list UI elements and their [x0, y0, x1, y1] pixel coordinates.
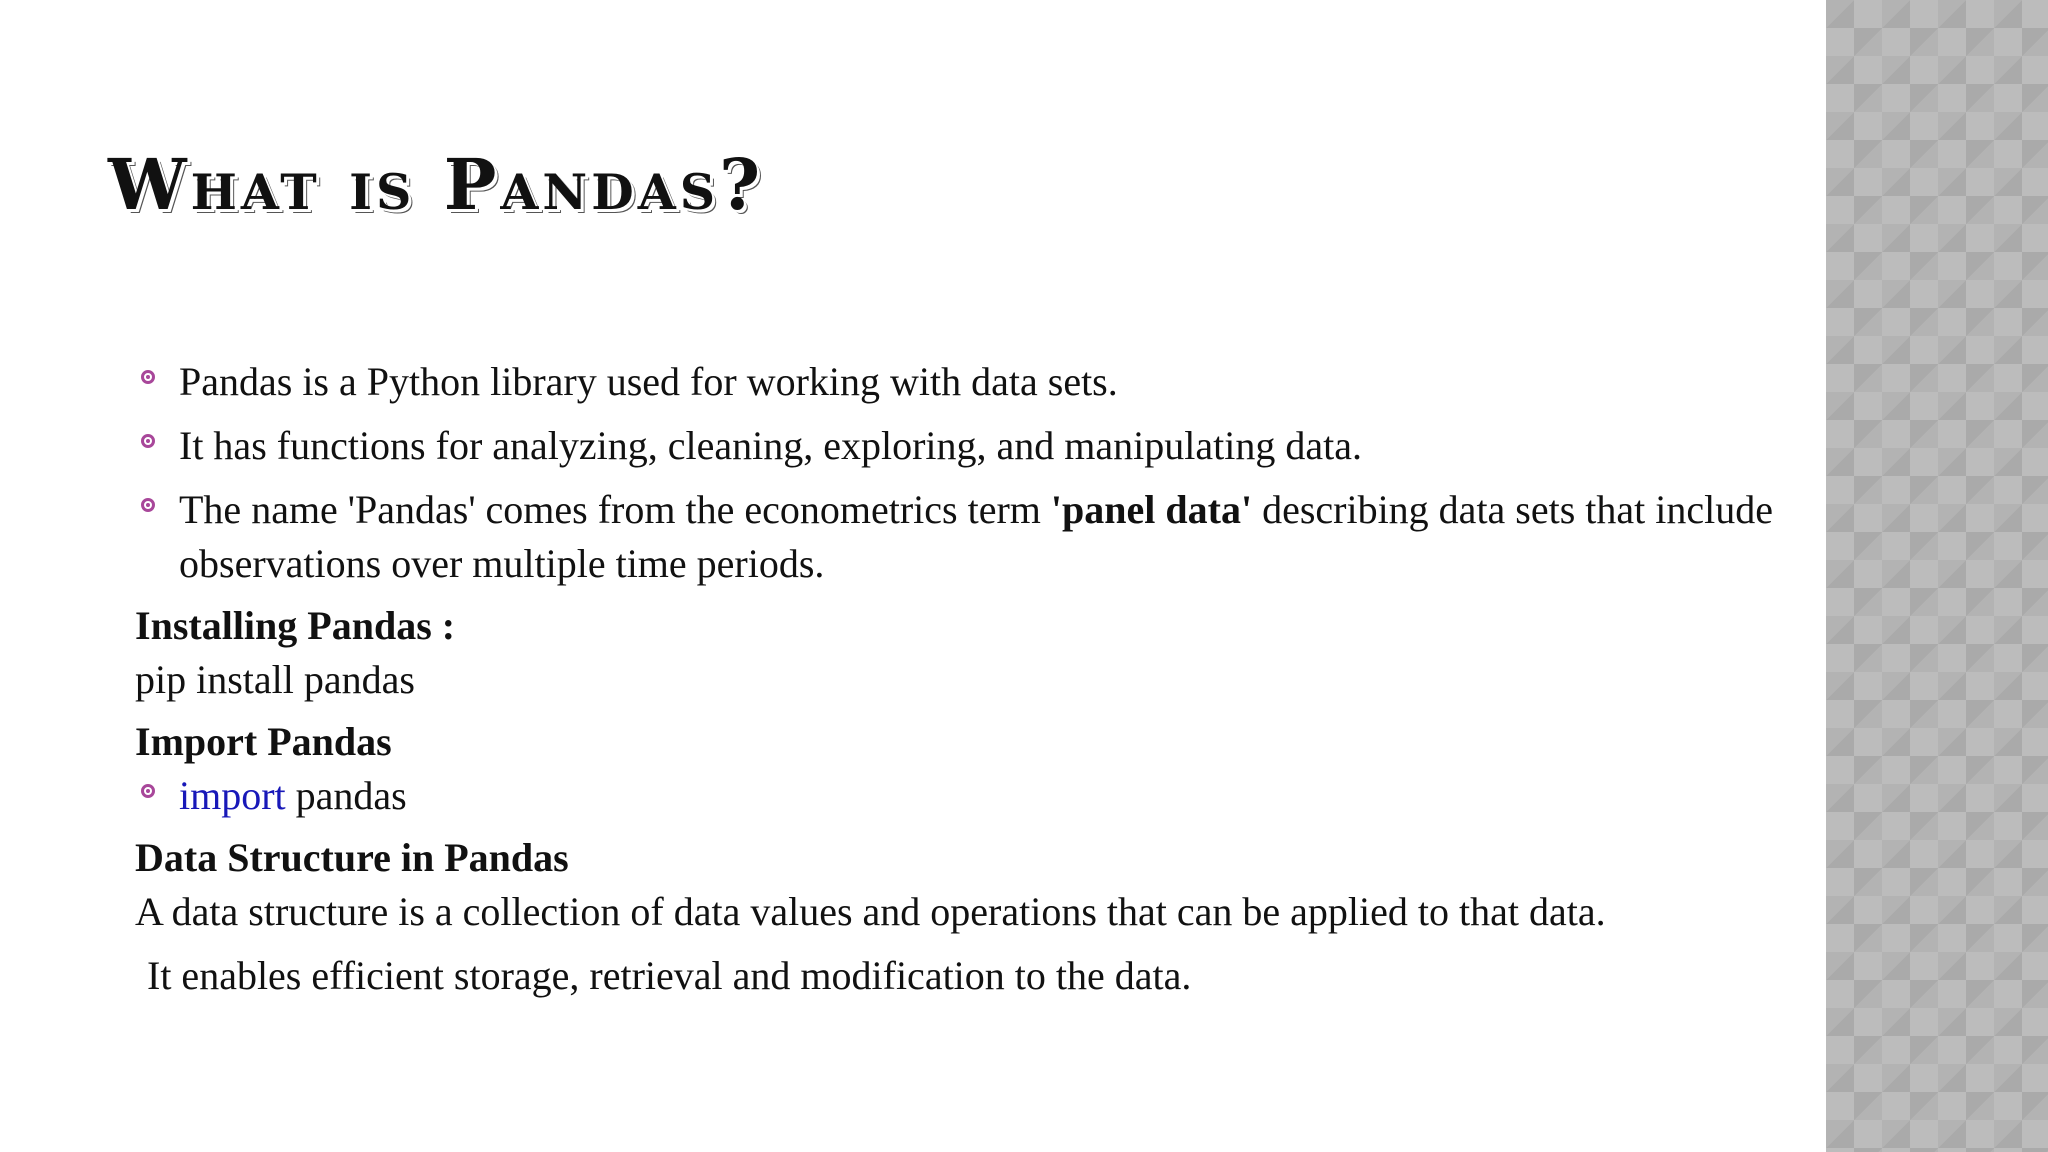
bullet-icon — [141, 434, 155, 448]
slide-body — [135, 355, 1835, 1013]
bullet-text: Pandas is a Python library used for working with data sets. — [179, 359, 1118, 404]
decorative-side-panel — [1826, 0, 2048, 1152]
installing-heading: Installing Pandas : — [135, 603, 456, 648]
bullet-text-part: The name 'Pandas' comes from the econometrics term — [179, 487, 1051, 532]
install-command: pip install pandas — [135, 657, 415, 702]
slide-title: What is Pandas? — [108, 143, 765, 226]
import-heading: Import Pandas — [135, 719, 392, 764]
bullet-icon — [141, 498, 155, 512]
bullet-text — [179, 483, 1835, 591]
data-structure-heading: Data Structure in Pandas — [135, 835, 569, 880]
bullet-item — [135, 483, 1835, 591]
data-structure-text: It enables efficient storage, retrieval and modification to the data. — [147, 953, 1192, 998]
bullet-item — [135, 419, 1835, 473]
bullet-item — [135, 355, 1835, 409]
bullet-icon — [141, 370, 155, 384]
import-bullet — [135, 769, 1835, 823]
bullet-text-part: describing data sets that include observations over multiple time periods. — [179, 487, 1774, 586]
import-code — [179, 769, 1835, 823]
import-module: pandas — [285, 773, 407, 818]
data-structure-text: A data structure is a collection of data values and operations that can be applied to that data. — [135, 889, 1606, 934]
bullet-icon — [141, 784, 155, 798]
import-keyword: import — [179, 773, 286, 818]
bullet-text: It has functions for analyzing, cleaning, exploring, and manipulating data. — [179, 423, 1362, 468]
bold-term: 'panel data' — [1050, 487, 1253, 532]
